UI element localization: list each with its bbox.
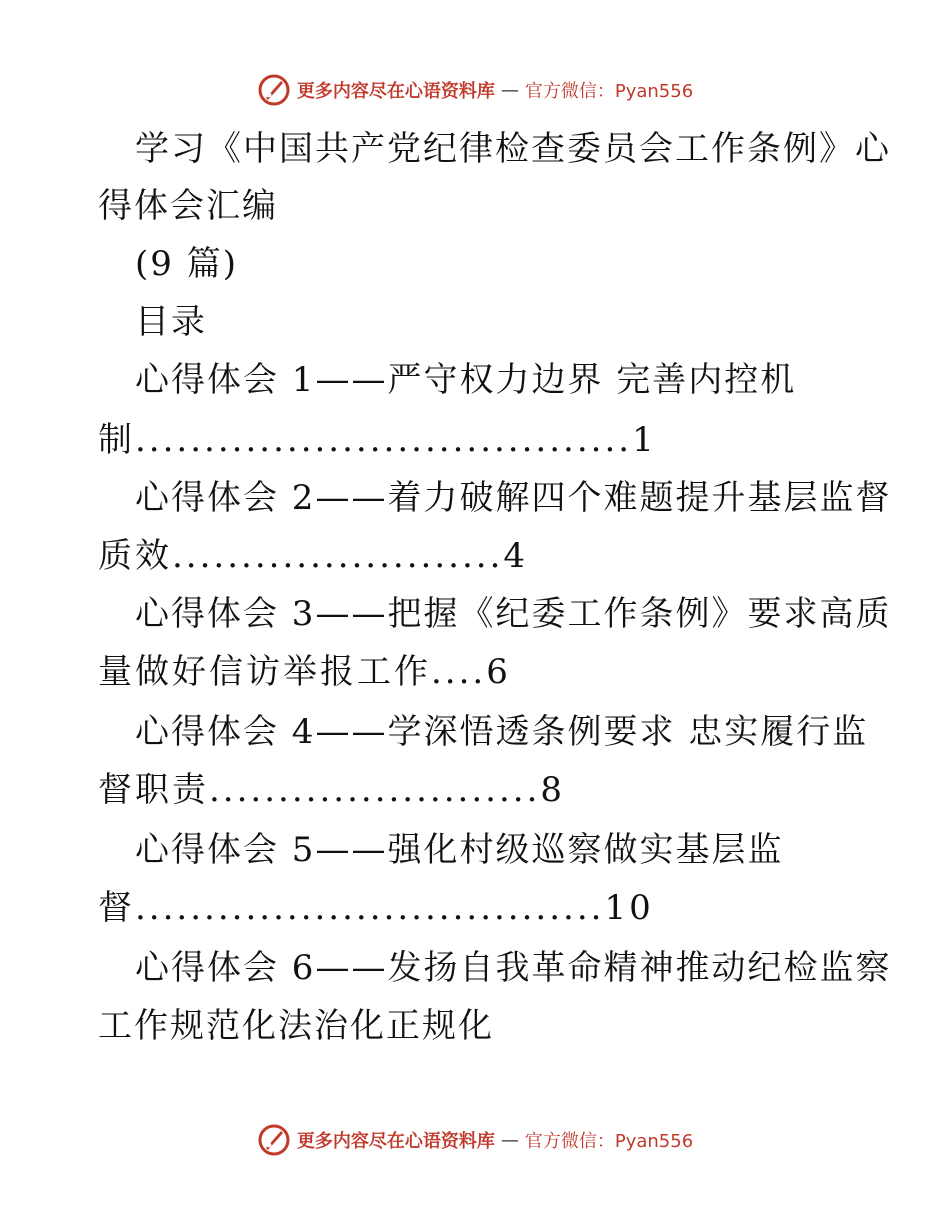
document-title-line1: 学习《中国共产党纪律检查委员会工作条例》心 <box>135 129 891 169</box>
watermark-contact: 官方微信：Pyan556 <box>524 1131 694 1152</box>
toc-entry-5-title: 心得体会 5——强化村级巡察做实基层监 <box>135 830 784 870</box>
quill-pen-icon <box>257 1123 291 1157</box>
toc-entry-1-title: 心得体会 1——严守权力边界 完善内控机 <box>135 360 797 400</box>
toc-entry-4-title: 心得体会 4——学深悟透条例要求 忠实履行监 <box>135 712 869 752</box>
toc-entry-6-continuation: 工作规范化法治化正规化 <box>98 1006 494 1046</box>
watermark-dash: — <box>500 79 519 101</box>
toc-entry-6-title: 心得体会 6——发扬自我革命精神推动纪检监察 <box>135 948 892 988</box>
header-watermark <box>0 70 950 110</box>
watermark-brand: 更多内容尽在心语资料库 <box>296 1131 495 1152</box>
watermark-brand: 更多内容尽在心语资料库 <box>296 81 495 102</box>
toc-entry-3-title: 心得体会 3——把握《纪委工作条例》要求高质 <box>135 594 892 634</box>
toc-entry-2-title: 心得体会 2——着力破解四个难题提升基层监督 <box>135 478 892 518</box>
document-title-line2: 得体会汇编 <box>98 186 278 226</box>
watermark-contact: 官方微信：Pyan556 <box>524 81 694 102</box>
toc-entry-5-page: 督..................................10 <box>98 888 654 928</box>
document-count: (9 篇) <box>135 244 238 284</box>
toc-entry-2-page: 质效........................4 <box>98 536 529 576</box>
toc-entry-4-page: 督职责........................8 <box>98 770 566 810</box>
footer-watermark <box>0 1120 950 1160</box>
toc-heading: 目录 <box>135 302 207 342</box>
toc-entry-1-page: 制....................................1 <box>98 420 657 460</box>
watermark-dash: — <box>500 1129 519 1151</box>
quill-pen-icon <box>257 73 291 107</box>
toc-entry-3-page: 量做好信访举报工作....6 <box>98 652 511 692</box>
